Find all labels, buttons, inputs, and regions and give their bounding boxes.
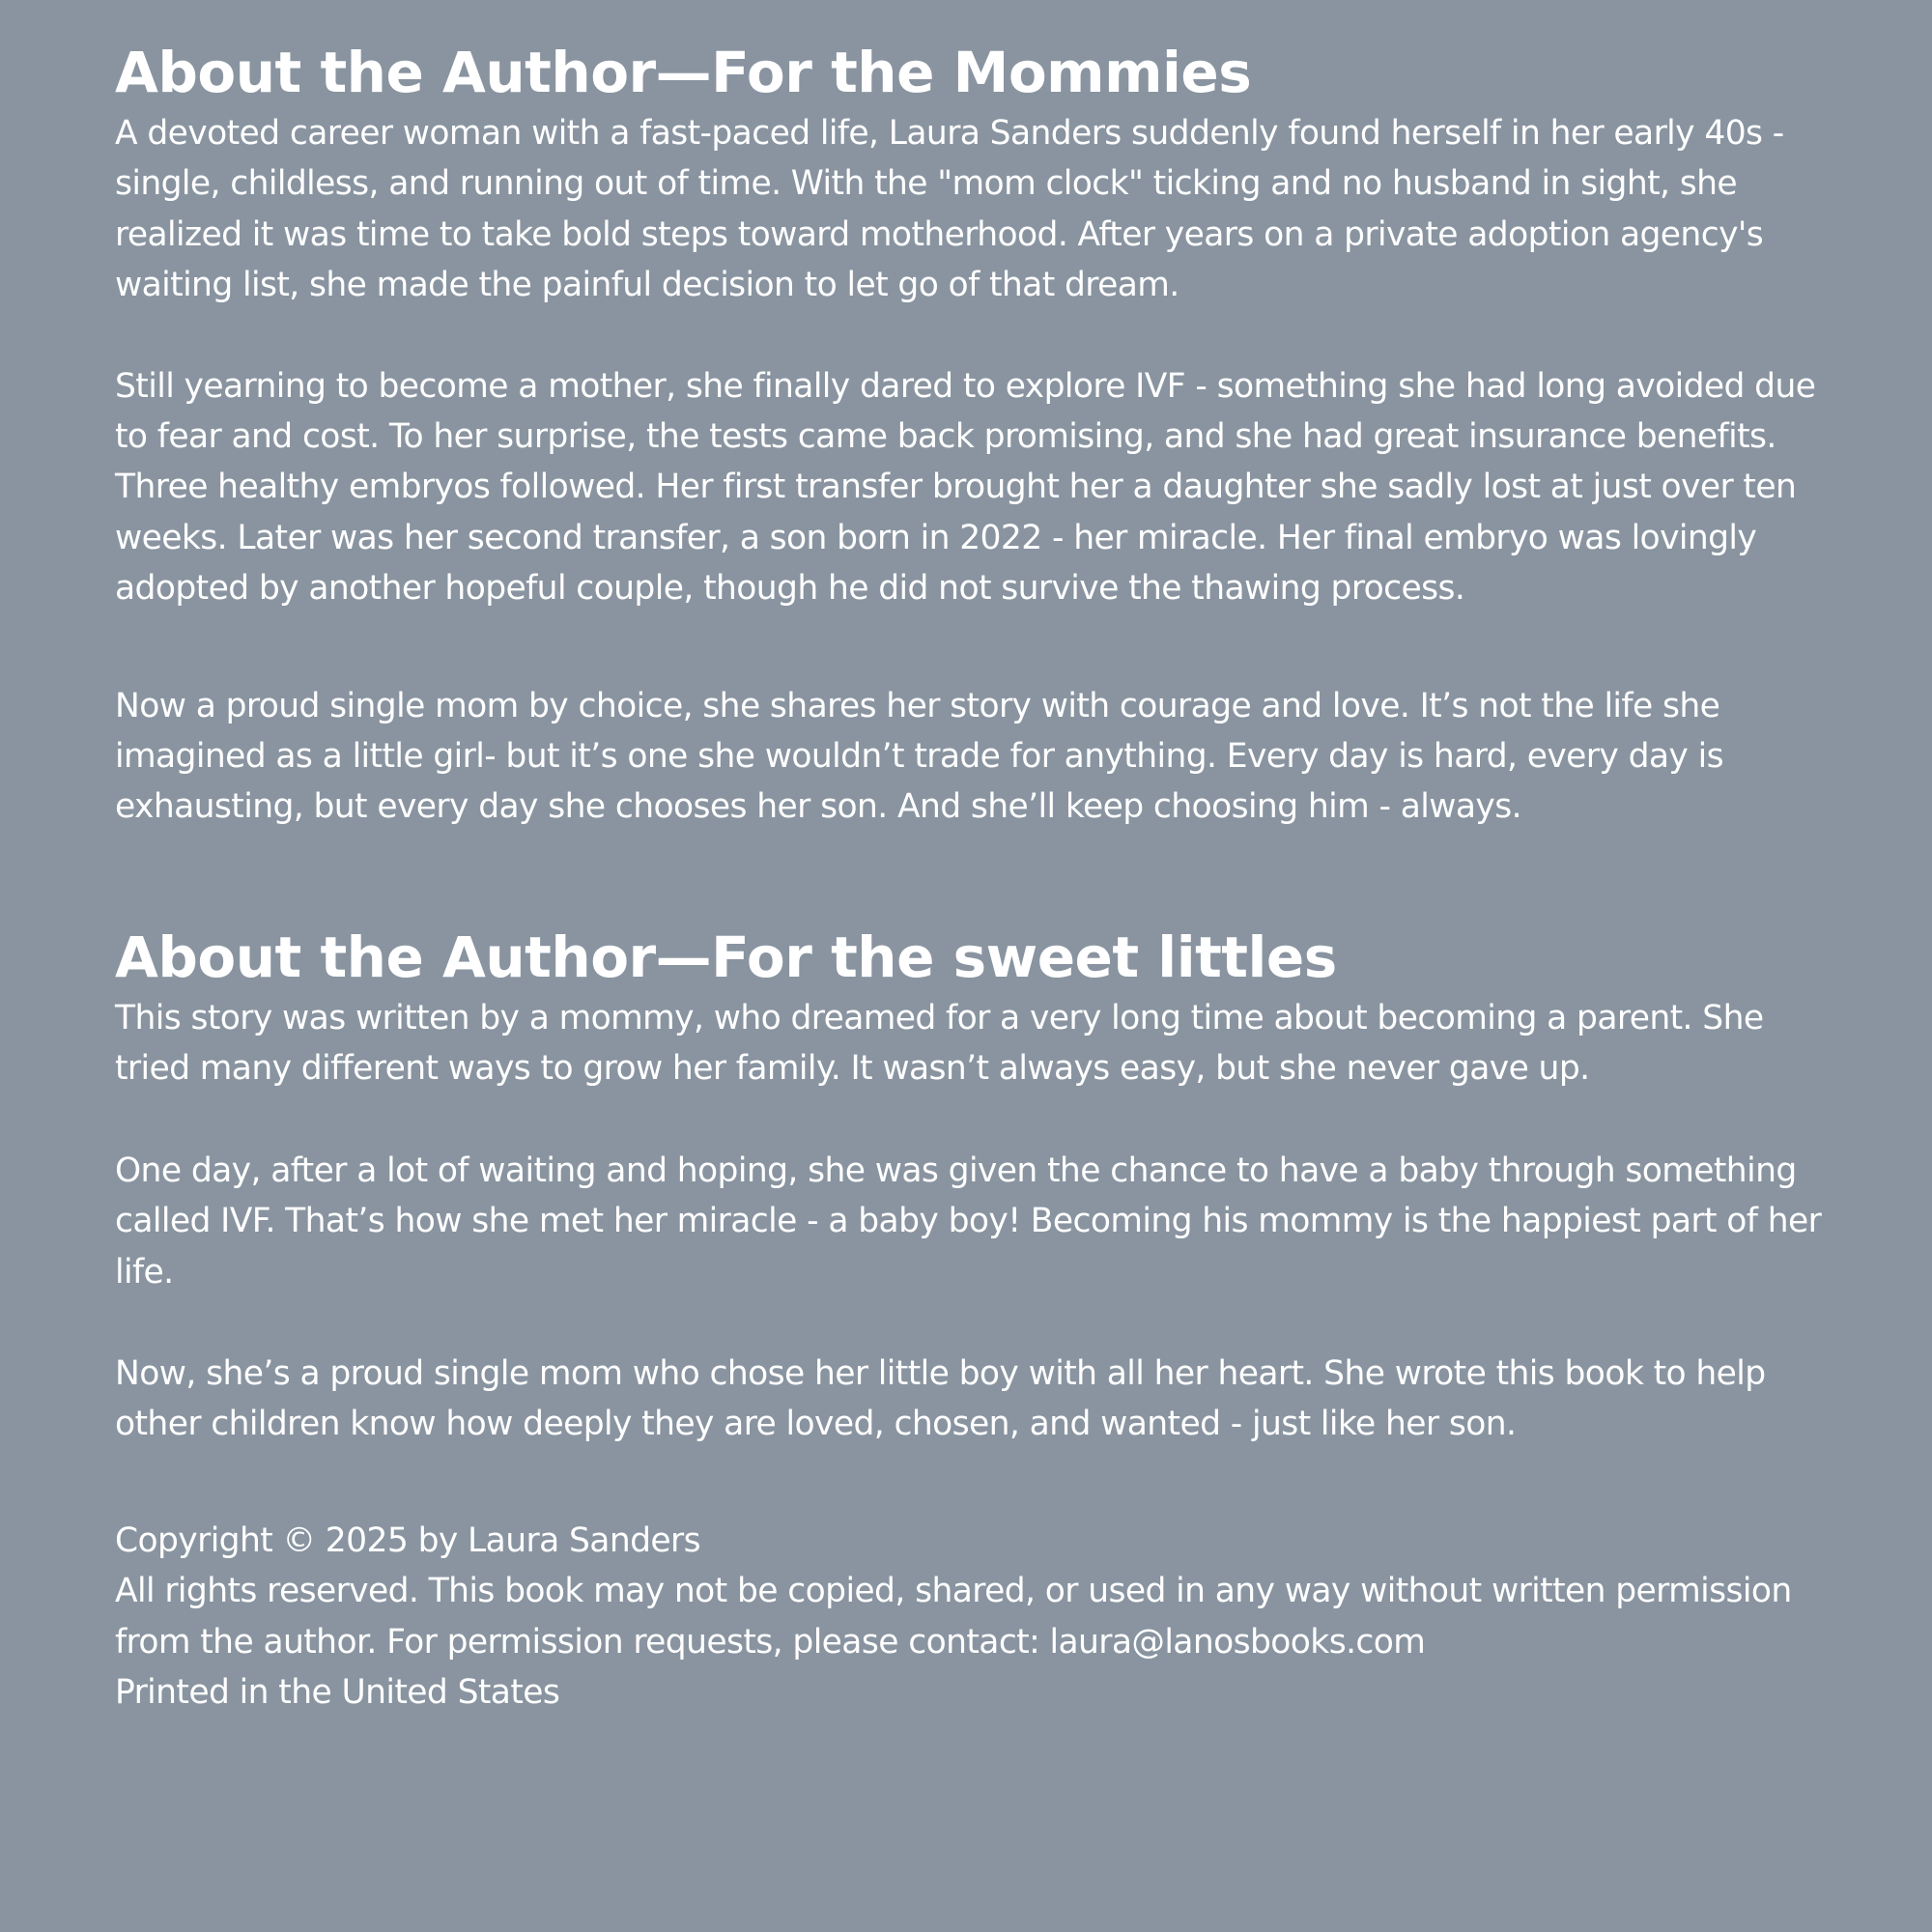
littles-paragraph-2: One day, after a lot of waiting and hoping, she was given the chance to have a baby through something called IVF. That’s how she met her miracle - a baby boy! Becoming his mommy is the happiest part of her life.	[115, 1151, 1822, 1292]
littles-paragraph-1: This story was written by a mommy, who dreamed for a very long time about becoming a parent. She tried many different ways to grow her family. It wasn’t always easy, but she never gave up.	[115, 998, 1764, 1089]
mommies-paragraph-1: A devoted career woman with a fast-paced life, Laura Sanders suddenly found herself in her early 40s - single, childless, and running out of time. With the "mom clock" ticking and no husband in sight, she realized it was time to take bold steps toward motherhood. After years on a private adoption agency's waiting list, she made the painful decision to let go of that dream.	[115, 114, 1784, 305]
mommies-paragraph-3: Now a proud single mom by choice, she shares her story with courage and love. It’s not the life she imagined as a little girl- but it’s one she wouldn’t trade for anything. Every day is hard, every day is exhausting, but every day she chooses her son. And she’ll keep choosing him - always.	[115, 686, 1723, 827]
littles-section	[115, 923, 1825, 1450]
littles-paragraph-3: Now, she’s a proud single mom who chose her little boy with all her heart. She wrote this book to help other children know how deeply they are loved, chosen, and wanted - just like her son.	[115, 1353, 1766, 1444]
copyright-line: Copyright © 2025 by Laura Sanders	[115, 1520, 700, 1560]
mommies-heading: About the Author—For the Mommies	[115, 40, 1252, 105]
rights-statement: All rights reserved. This book may not be copied, shared, or used in any way without written permission from the author. For permission requests, please contact: laura@lanosbooks.com	[115, 1572, 1792, 1662]
page-content	[115, 39, 1825, 1718]
printed-location: Printed in the United States	[115, 1672, 560, 1712]
copyright-section	[115, 1516, 1825, 1719]
mommies-section	[115, 39, 1825, 833]
mommies-paragraph-2: Still yearning to become a mother, she finally dared to explore IVF - something she had long avoided due to fear and cost. To her surprise, the tests came back promising, and she had great insurance benefits. Three healthy embryos followed. Her first transfer brought her a daughter she sadly lost at just over ten weeks. Later was her second transfer, a son born in 2022 - her miracle. Her final embryo was lovingly adopted by another hopeful couple, though he did not survive the thawing process.	[115, 366, 1816, 609]
littles-heading: About the Author—For the sweet littles	[115, 923, 1337, 990]
